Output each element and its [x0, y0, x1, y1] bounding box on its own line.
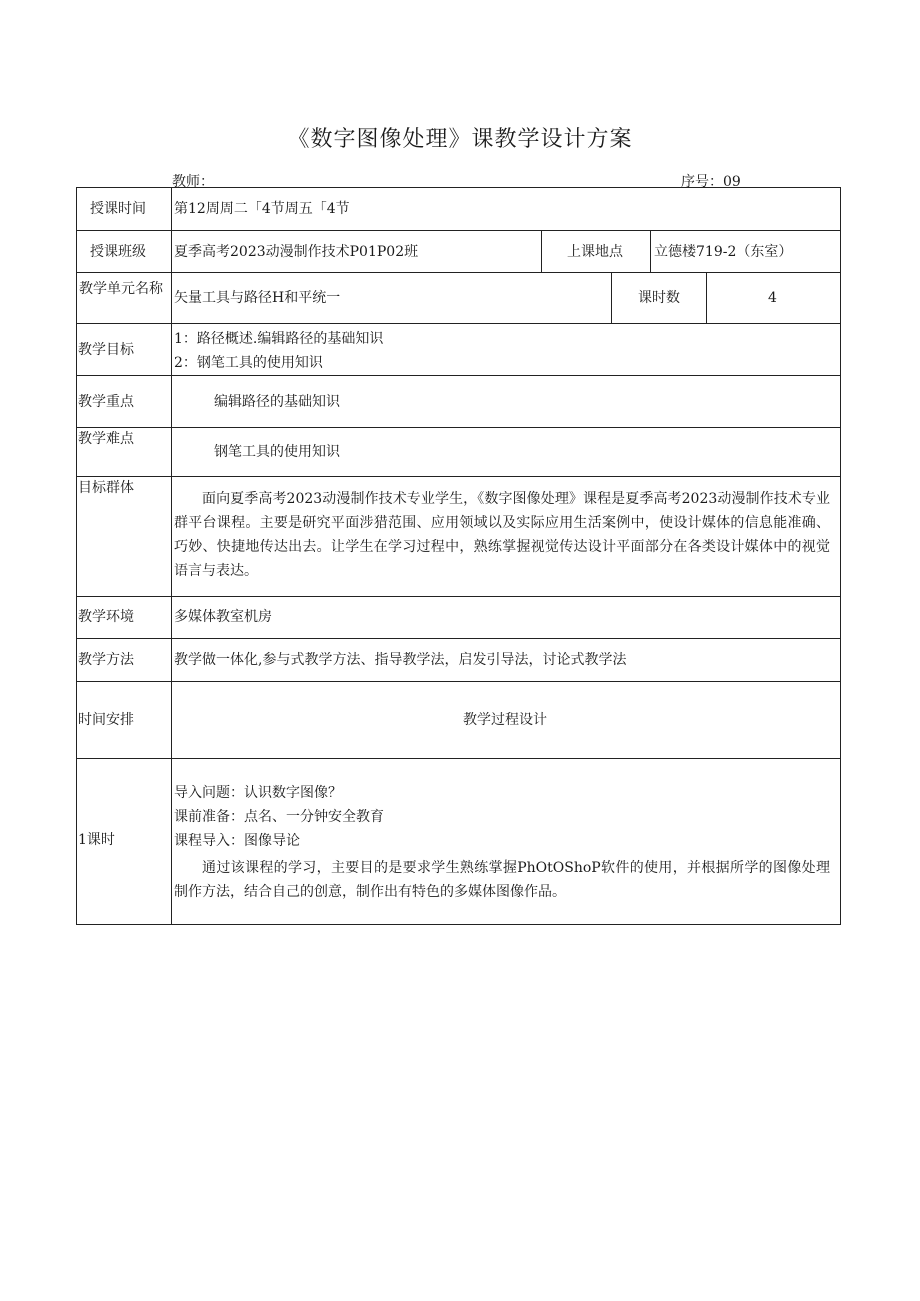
- row-divider: [76, 758, 841, 759]
- row-divider: [76, 681, 841, 682]
- environment-value: 多媒体教室机房: [174, 609, 272, 625]
- time-value: 第12周周二「4节周五「4节: [174, 201, 350, 217]
- method-label: 教学方法: [78, 652, 134, 668]
- teacher-label: 教师：: [172, 174, 214, 190]
- location-value: 立德楼719-2（东室）: [654, 244, 793, 260]
- difficulty-label: 教学难点: [78, 431, 134, 447]
- unit-label: 教学单元名称: [79, 281, 163, 297]
- serial-number: 序号：09: [681, 174, 741, 190]
- row-divider: [76, 476, 841, 477]
- unit-value: 矢量工具与路径H和平统一: [174, 290, 341, 306]
- lesson-paragraph: 通过该课程的学习，主要目的是要求学生熟练掌握PhOtOShoP软件的使用，并根据所学的图像处理制作方法，结合自己的创意，制作出有特色的多媒体图像作品。: [174, 860, 830, 900]
- row-divider: [76, 638, 841, 639]
- audience-label: 目标群体: [78, 480, 134, 496]
- schedule-label: 时间安排: [78, 712, 134, 728]
- row-divider: [76, 596, 841, 597]
- column-divider: [611, 272, 612, 323]
- row-divider: [76, 375, 841, 376]
- goal-item: 2：钢笔工具的使用知识: [174, 355, 323, 371]
- row-divider: [76, 427, 841, 428]
- time-label: 授课时间: [90, 201, 146, 217]
- goal-label: 教学目标: [78, 342, 134, 358]
- goal-list: [174, 327, 383, 375]
- lesson-step: 课前准备：点名、一分钟安全教育: [174, 809, 384, 825]
- class-value: 夏季高考2023动漫制作技术P01P02班: [174, 244, 419, 260]
- difficulty-value: 钢笔工具的使用知识: [214, 444, 340, 460]
- column-divider: [706, 272, 707, 323]
- goal-item: 1：路径概述.编辑路径的基础知识: [174, 331, 384, 347]
- column-divider: [171, 187, 172, 925]
- environment-label: 教学环境: [78, 609, 134, 625]
- row-divider: [76, 272, 841, 273]
- column-divider: [541, 230, 542, 272]
- location-label: 上课地点: [567, 244, 623, 260]
- key-point-label: 教学重点: [78, 394, 134, 410]
- document-title: 《数字图像处理》课教学设计方案: [287, 127, 633, 152]
- row-divider: [76, 323, 841, 324]
- schedule-value: 教学过程设计: [463, 712, 547, 728]
- lesson-label: 1课时: [78, 832, 115, 848]
- column-divider: [650, 230, 651, 272]
- lesson-step: 导入问题：认识数字图像？: [174, 785, 342, 801]
- row-divider: [76, 230, 841, 231]
- lesson-steps: [174, 781, 384, 853]
- key-point-value: 编辑路径的基础知识: [214, 394, 340, 410]
- lesson-step: 课程导入：图像导论: [174, 833, 300, 849]
- hours-label: 课时数: [638, 290, 680, 306]
- class-label: 授课班级: [90, 244, 146, 260]
- method-value: 教学做一体化,参与式教学方法、指导教学法，启发引导法，讨论式教学法: [174, 652, 627, 668]
- audience-description: 面向夏季高考2023动漫制作技术专业学生，《数字图像处理》课程是夏季高考2023动漫制作技术专业群平台课程。主要是研究平面涉猎范围、应用领域以及实际应用生活案例中，使设计媒体的信息能准确、巧妙、快捷地传达出去。让学生在学习过程中，熟练掌握视觉传达设计平面部分在各类设计媒体中的视觉语言与表达。: [174, 491, 830, 579]
- hours-value: 4: [768, 290, 777, 306]
